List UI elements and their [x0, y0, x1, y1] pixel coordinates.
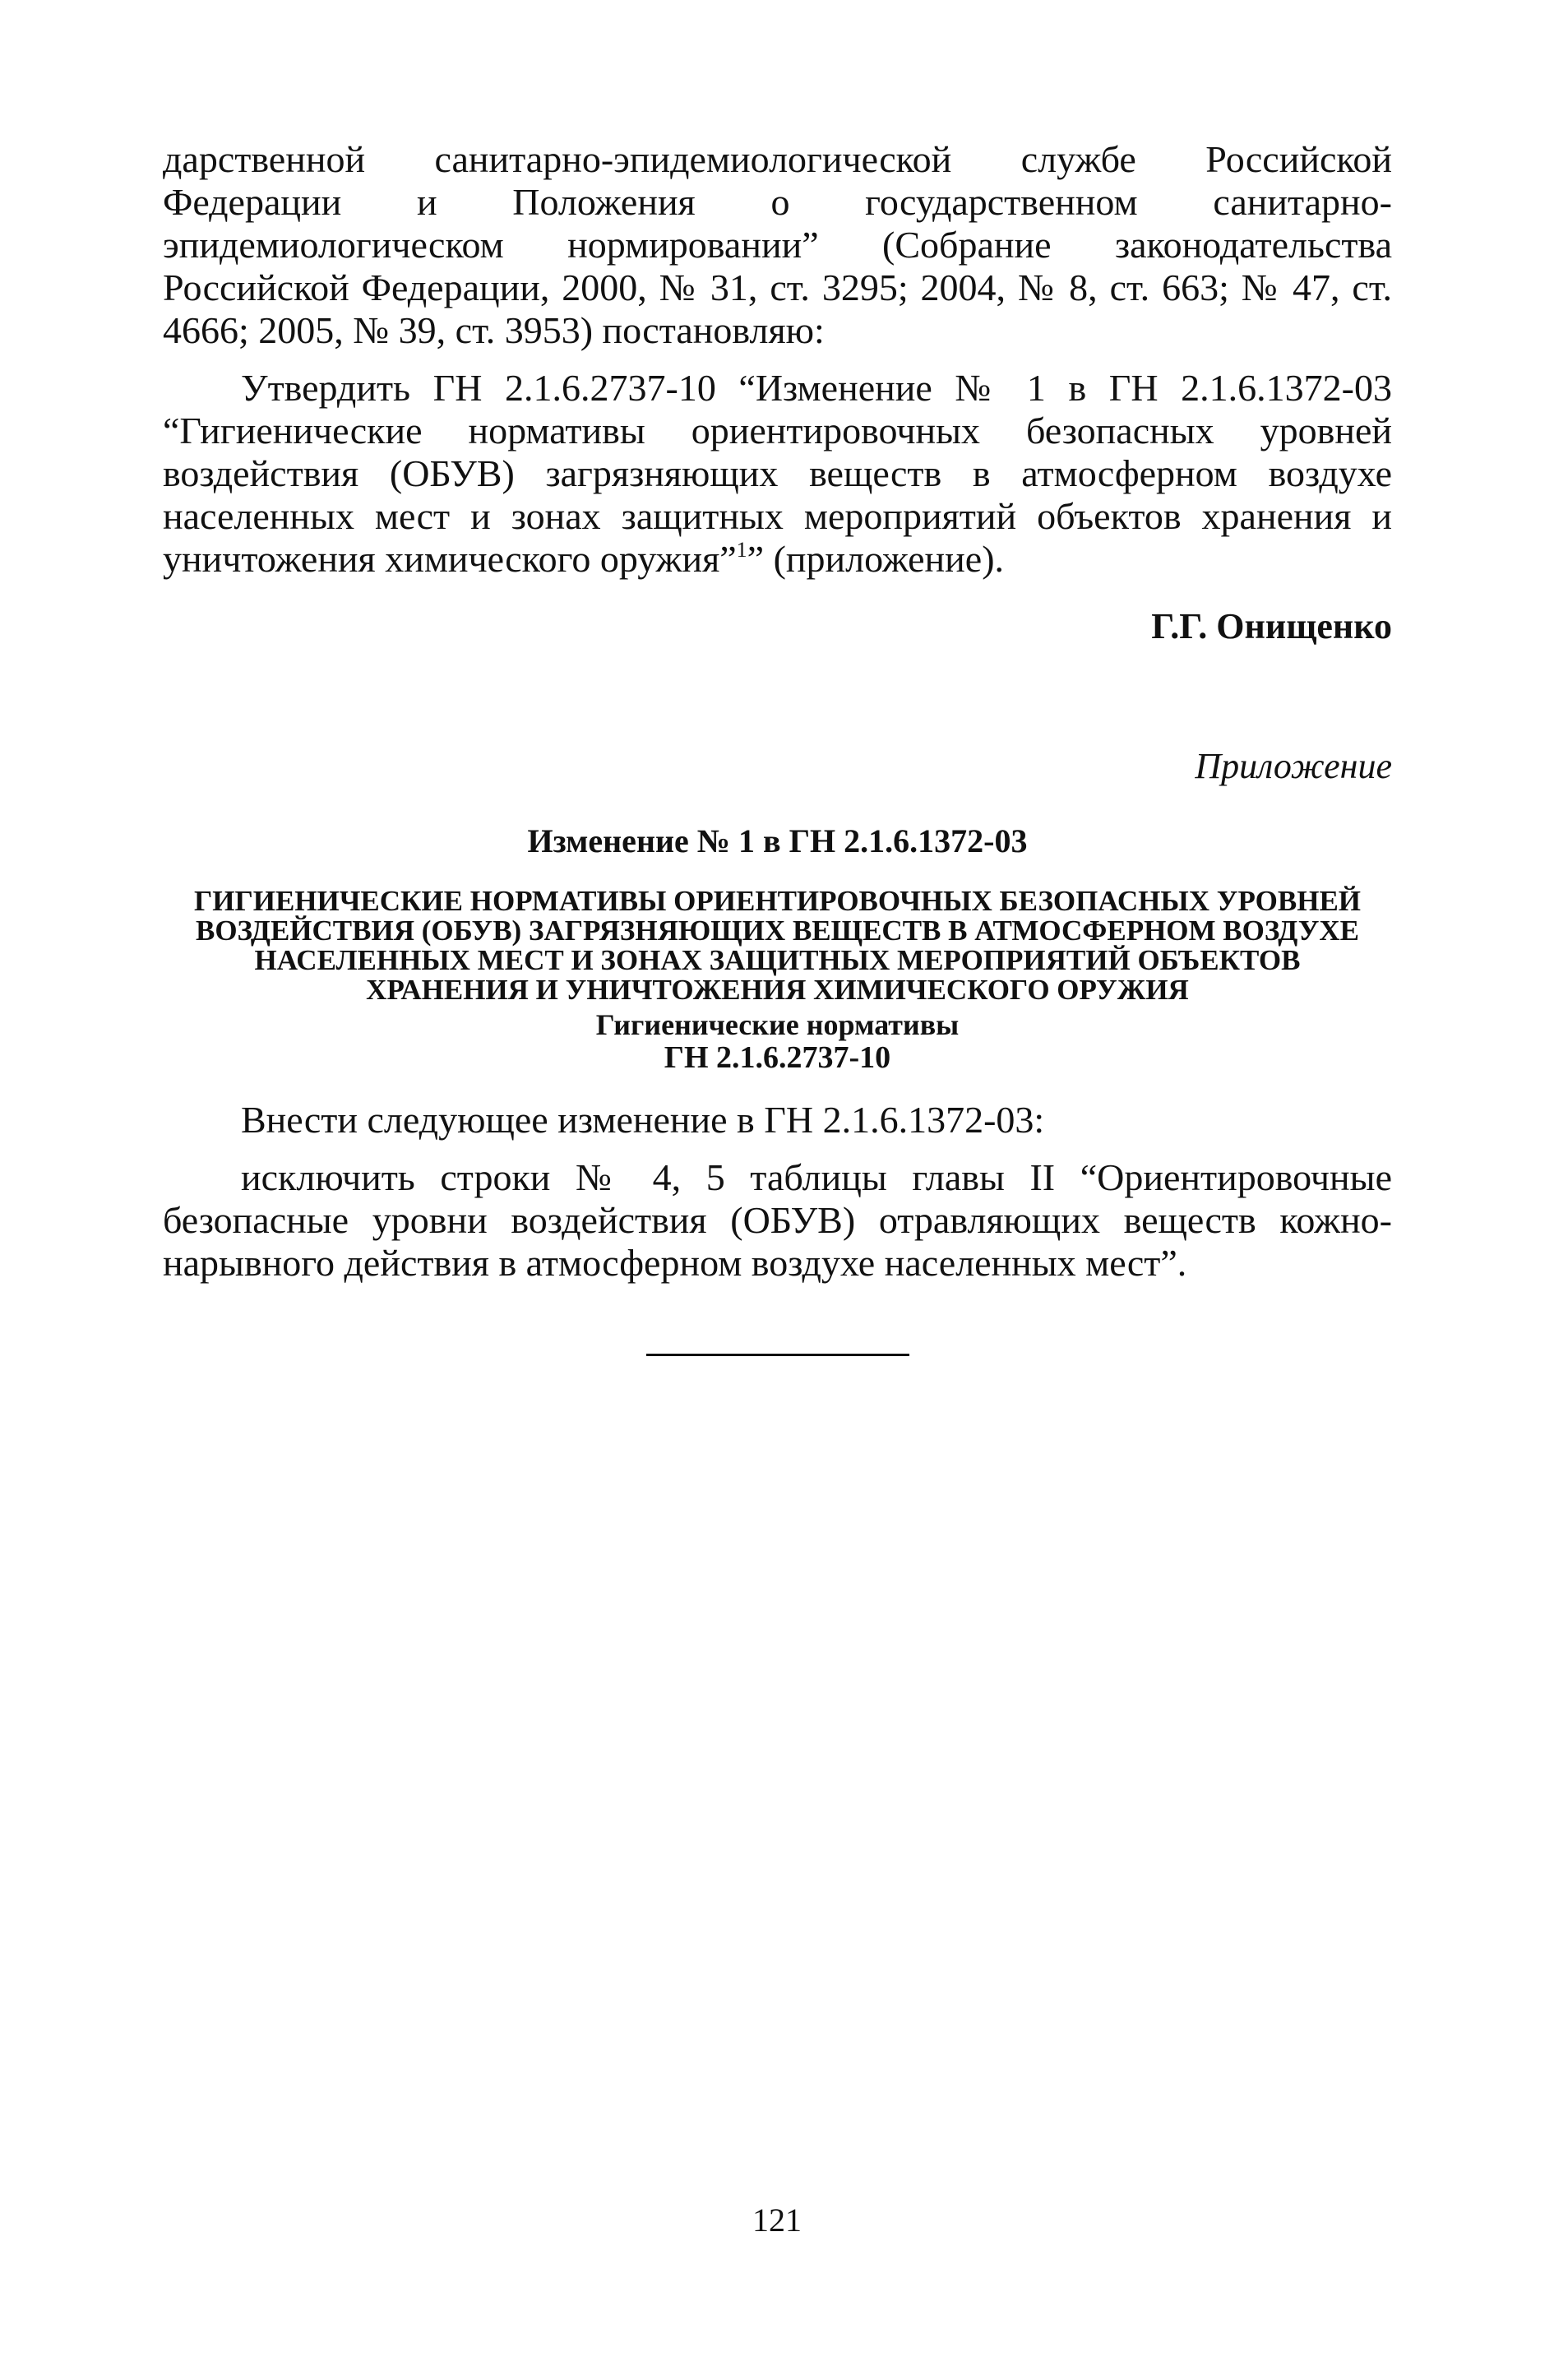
change-title: Изменение № 1 в ГН 2.1.6.1372-03: [527, 822, 1028, 859]
regulation-title: ГИГИЕНИЧЕСКИЕ НОРМАТИВЫ ОРИЕНТИРОВОЧНЫХ БЕЗОПАСНЫХ УРОВНЕЙ ВОЗДЕЙСТВИЯ (ОБУВ) ЗАГРЯЗНЯЮЩИХ ВЕЩЕСТВ В АТМОСФЕРНОМ ВОЗДУХЕ НАСЕЛЕННЫХ МЕСТ И ЗОНАХ ЗАЩИТНЫХ МЕРОПРИЯТИЙ ОБЪЕКТОВ ХРАНЕНИЯ И УНИЧТОЖЕНИЯ ХИМИЧЕСКОГО ОРУЖИЯ: [193, 885, 1362, 1006]
regulation-code: ГН 2.1.6.2737-10: [664, 1040, 891, 1075]
intro-paragraph: дарственной санитарно-эпидемиологической службе Российской Федерации и Положения о государственном санитарно-эпидемиологическом нормировании” (Собрание законодательства Российской Федерации, 2000, № 31, ст. 3295; 2004, № 8, ст. 663; № 47, ст. 4666; 2005, № 39, ст. 3953) постановляю:: [163, 138, 1392, 351]
regulation-subtitle: Гигиенические нормативы: [595, 1008, 960, 1041]
footnote-mark: 1: [736, 538, 747, 562]
section-divider: [646, 1354, 909, 1356]
signature: Г.Г. Онищенко: [1151, 606, 1392, 646]
instruction-paragraph: Внести следующее изменение в ГН 2.1.6.1372-03:: [241, 1099, 1045, 1141]
document-page: [163, 138, 1392, 1356]
approve-paragraph: [163, 367, 1392, 581]
approve-paragraph-end: ” (приложение).: [747, 538, 1005, 580]
page-number: 121: [752, 2202, 802, 2239]
change-paragraph: исключить строки № 4, 5 таблицы главы II “Ориентировочные безопасные уровни воздействия (ОБУВ) отравляющих веществ кожно-нарывного действия в атмосферном воздухе населенных мест”.: [163, 1156, 1392, 1284]
approve-paragraph-text: Утвердить ГН 2.1.6.2737-10 “Изменение № 1 в ГН 2.1.6.1372-03 “Гигиенические нормативы ориентировочных безопасных уровней воздействия (ОБУВ) загрязняющих веществ в атмосферном воздухе населенных мест и зонах защитных мероприятий объектов хранения и уничтожения химического оружия”: [163, 367, 1392, 580]
appendix-label: Приложение: [1195, 746, 1392, 786]
